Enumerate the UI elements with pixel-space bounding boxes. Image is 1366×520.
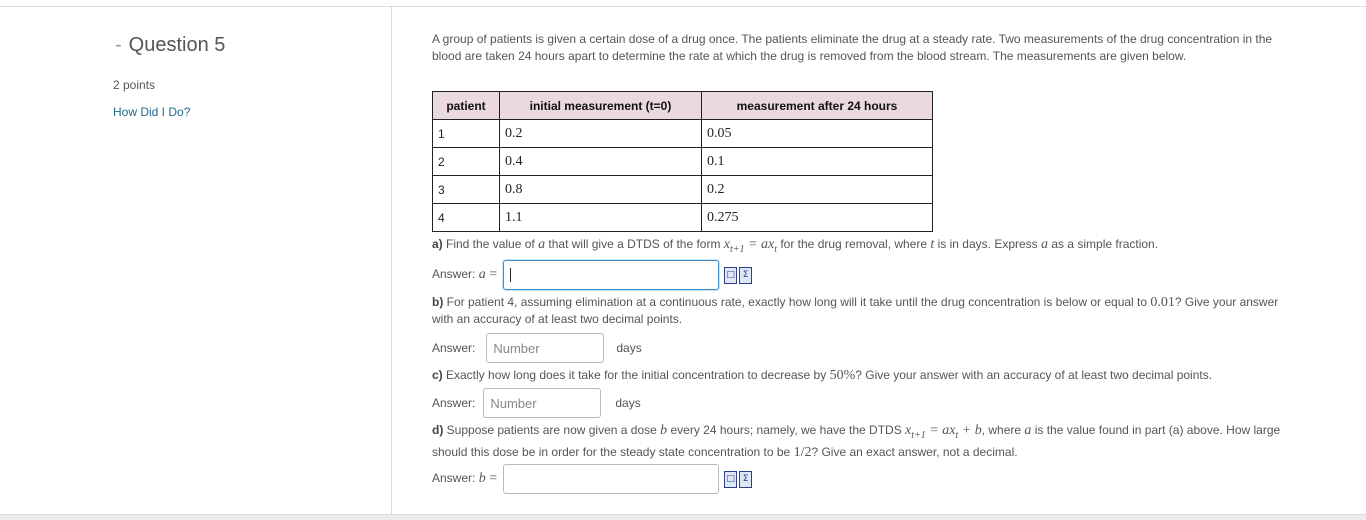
- table-cell: 4: [433, 204, 500, 232]
- question-title: [115, 34, 225, 57]
- bottom-bar: [0, 514, 1366, 520]
- table-cell: 0.1: [702, 148, 933, 176]
- preview-icon[interactable]: □: [724, 471, 737, 488]
- header-after-24h: measurement after 24 hours: [702, 92, 933, 120]
- part-c-answer-label: Answer:: [432, 396, 476, 410]
- table-cell: 3: [433, 176, 500, 204]
- part-c-units: days: [615, 396, 641, 410]
- part-b-answer-label: Answer:: [432, 341, 476, 355]
- how-did-i-do-link[interactable]: How Did I Do?: [113, 105, 191, 119]
- table-cell: 0.05: [702, 120, 933, 148]
- part-b-answer-row: [432, 333, 642, 363]
- collapse-dash[interactable]: -: [115, 34, 122, 56]
- part-a-tools: [724, 267, 752, 284]
- top-bar: [0, 0, 1366, 7]
- part-d-tools: [724, 471, 752, 488]
- table-cell: 2: [433, 148, 500, 176]
- part-d-answer-label: Answer: b =: [432, 471, 498, 486]
- part-a-prompt: a) Find the value of a that will give a DTDS of the form $x_{t+1} = ax_t$ for the drug removal, where t is in days. Express a as a simple fraction.: [432, 237, 1159, 255]
- part-c-prompt: c) Exactly how long does it take for the initial concentration to decrease by 50%? Give your answer with an accuracy of at least two decimal points.: [432, 368, 1213, 383]
- table-cell: 1: [433, 120, 500, 148]
- question-points: 2 points: [113, 78, 156, 92]
- part-a-answer-row: [432, 260, 752, 290]
- question-intro: A group of patients is given a certain dose of a drug once. The patients eliminate the drug at a steady rate. Two measurements of the drug concentration in the blood are taken 24 hours apart to determine the rate at which the drug is removed from the blood stream. The measurements are given below.: [432, 32, 1273, 63]
- table-cell: 0.8: [500, 176, 702, 204]
- part-d-answer-input[interactable]: [503, 464, 719, 494]
- part-d-prompt: d) Suppose patients are now given a dose b every 24 hours; namely, we have the DTDS $x_{t+1} = ax_t + b$, where a is the value found in part (a) above. How large should this dose be in order for the steady state concentration to be 1/2? Give an exact answer, not a decimal.: [432, 423, 1281, 460]
- table-cell: 1.1: [500, 204, 702, 232]
- question-sidebar: [0, 7, 391, 514]
- table-cell: 0.2: [702, 176, 933, 204]
- preview-icon[interactable]: □: [724, 267, 737, 284]
- question-title-text: Question 5: [128, 34, 226, 56]
- text-caret: [510, 268, 511, 282]
- part-c-answer-input[interactable]: Number: [483, 388, 601, 418]
- part-b-units: days: [616, 341, 642, 355]
- formula-editor-icon[interactable]: Σ: [739, 471, 752, 488]
- header-patient: patient: [433, 92, 500, 120]
- header-initial: initial measurement (t=0): [500, 92, 702, 120]
- measurements-table: [432, 91, 933, 232]
- table-cell: 0.2: [500, 120, 702, 148]
- part-c-answer-row: [432, 388, 641, 418]
- table-row: [433, 204, 933, 232]
- table-row: [433, 148, 933, 176]
- part-d-answer-row: [432, 464, 752, 494]
- table-row: [433, 120, 933, 148]
- formula-editor-icon[interactable]: Σ: [739, 267, 752, 284]
- table-header-row: [433, 92, 933, 120]
- part-a-answer-input[interactable]: [503, 260, 719, 290]
- question-body: [392, 7, 1366, 514]
- part-b-prompt: b) For patient 4, assuming elimination at a continuous rate, exactly how long will it take until the drug concentration is below or equal to 0.01? Give your answer with an accuracy of at least two decimal points.: [432, 295, 1279, 326]
- part-b-answer-input[interactable]: Number: [486, 333, 604, 363]
- table-cell: 0.4: [500, 148, 702, 176]
- table-cell: 0.275: [702, 204, 933, 232]
- table-row: [433, 176, 933, 204]
- part-a-answer-label: Answer: a =: [432, 267, 498, 282]
